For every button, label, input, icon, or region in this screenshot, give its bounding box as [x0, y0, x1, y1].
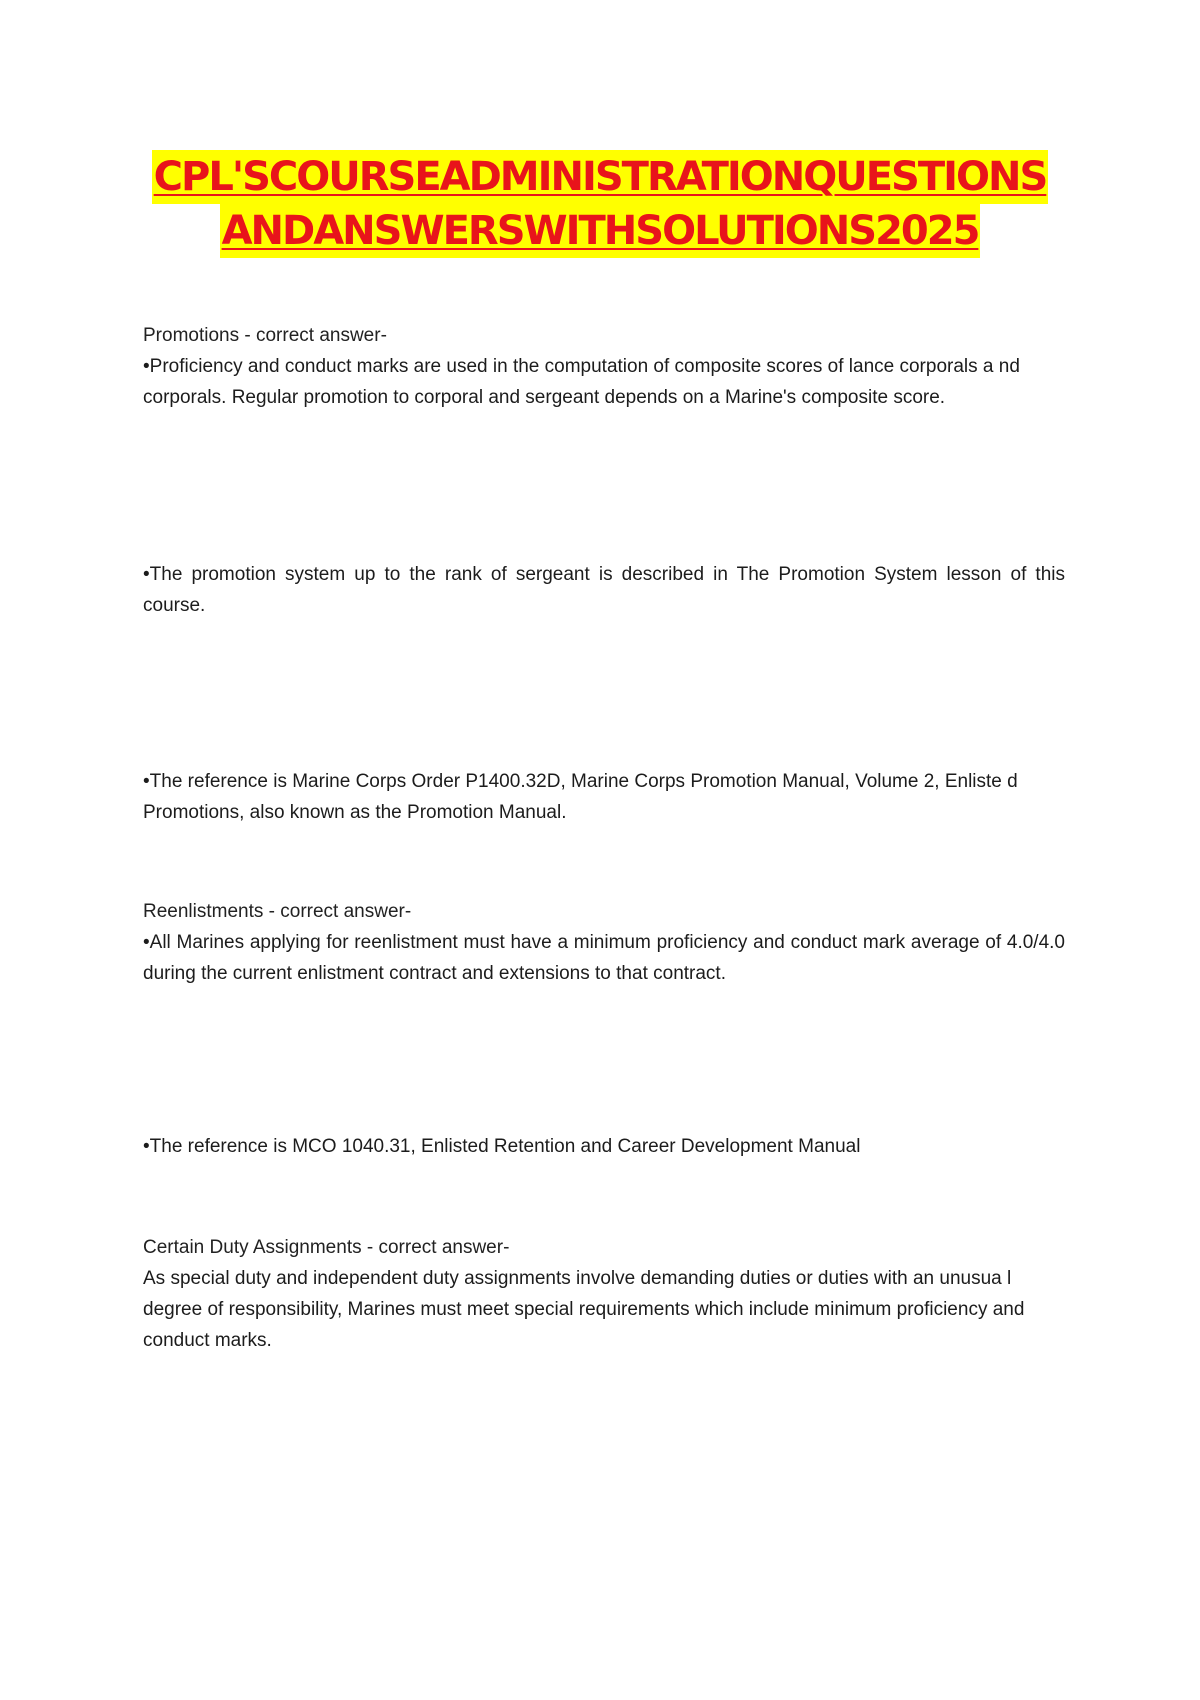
title-line-2: ANDANSWERSWITHSOLUTIONS2025: [220, 204, 981, 258]
section-heading-promotions: Promotions - correct answer-: [143, 325, 387, 346]
section-heading-certain-duty-assignments: Certain Duty Assignments - correct answer-: [143, 1237, 510, 1258]
promotions-paragraph-2: •The promotion system up to the rank of sergeant is described in The Promotion System lesson of this course.: [143, 564, 1065, 616]
certain-duty-paragraph-1: As special duty and independent duty assignments involve demanding duties or duties with an unusua l degree of responsibility, Marines must meet special requirements which include minimum proficiency and conduct marks.: [143, 1268, 1025, 1351]
promotions-paragraph-3: •The reference is Marine Corps Order P1400.32D, Marine Corps Promotion Manual, Volume 2, Enliste d Promotions, also known as the Promotion Manual.: [143, 771, 1018, 823]
document-title: [0, 150, 1200, 258]
section-heading-reenlistments: Reenlistments - correct answer-: [143, 901, 412, 922]
reenlistments-paragraph-2: •The reference is MCO 1040.31, Enlisted Retention and Career Development Manual: [143, 1136, 861, 1157]
title-line-1: CPL'SCOURSEADMINISTRATIONQUESTIONS: [152, 150, 1049, 204]
promotions-paragraph-1: •Proficiency and conduct marks are used in the computation of composite scores of lance corporals a nd corporals. Regular promotion to corporal and sergeant depends on a Marine's composite score.: [143, 356, 1020, 408]
reenlistments-paragraph-1: •All Marines applying for reenlistment must have a minimum proficiency and conduct mark average of 4.0/4.0 during the current enlistment contract and extensions to that contract.: [143, 932, 1065, 984]
